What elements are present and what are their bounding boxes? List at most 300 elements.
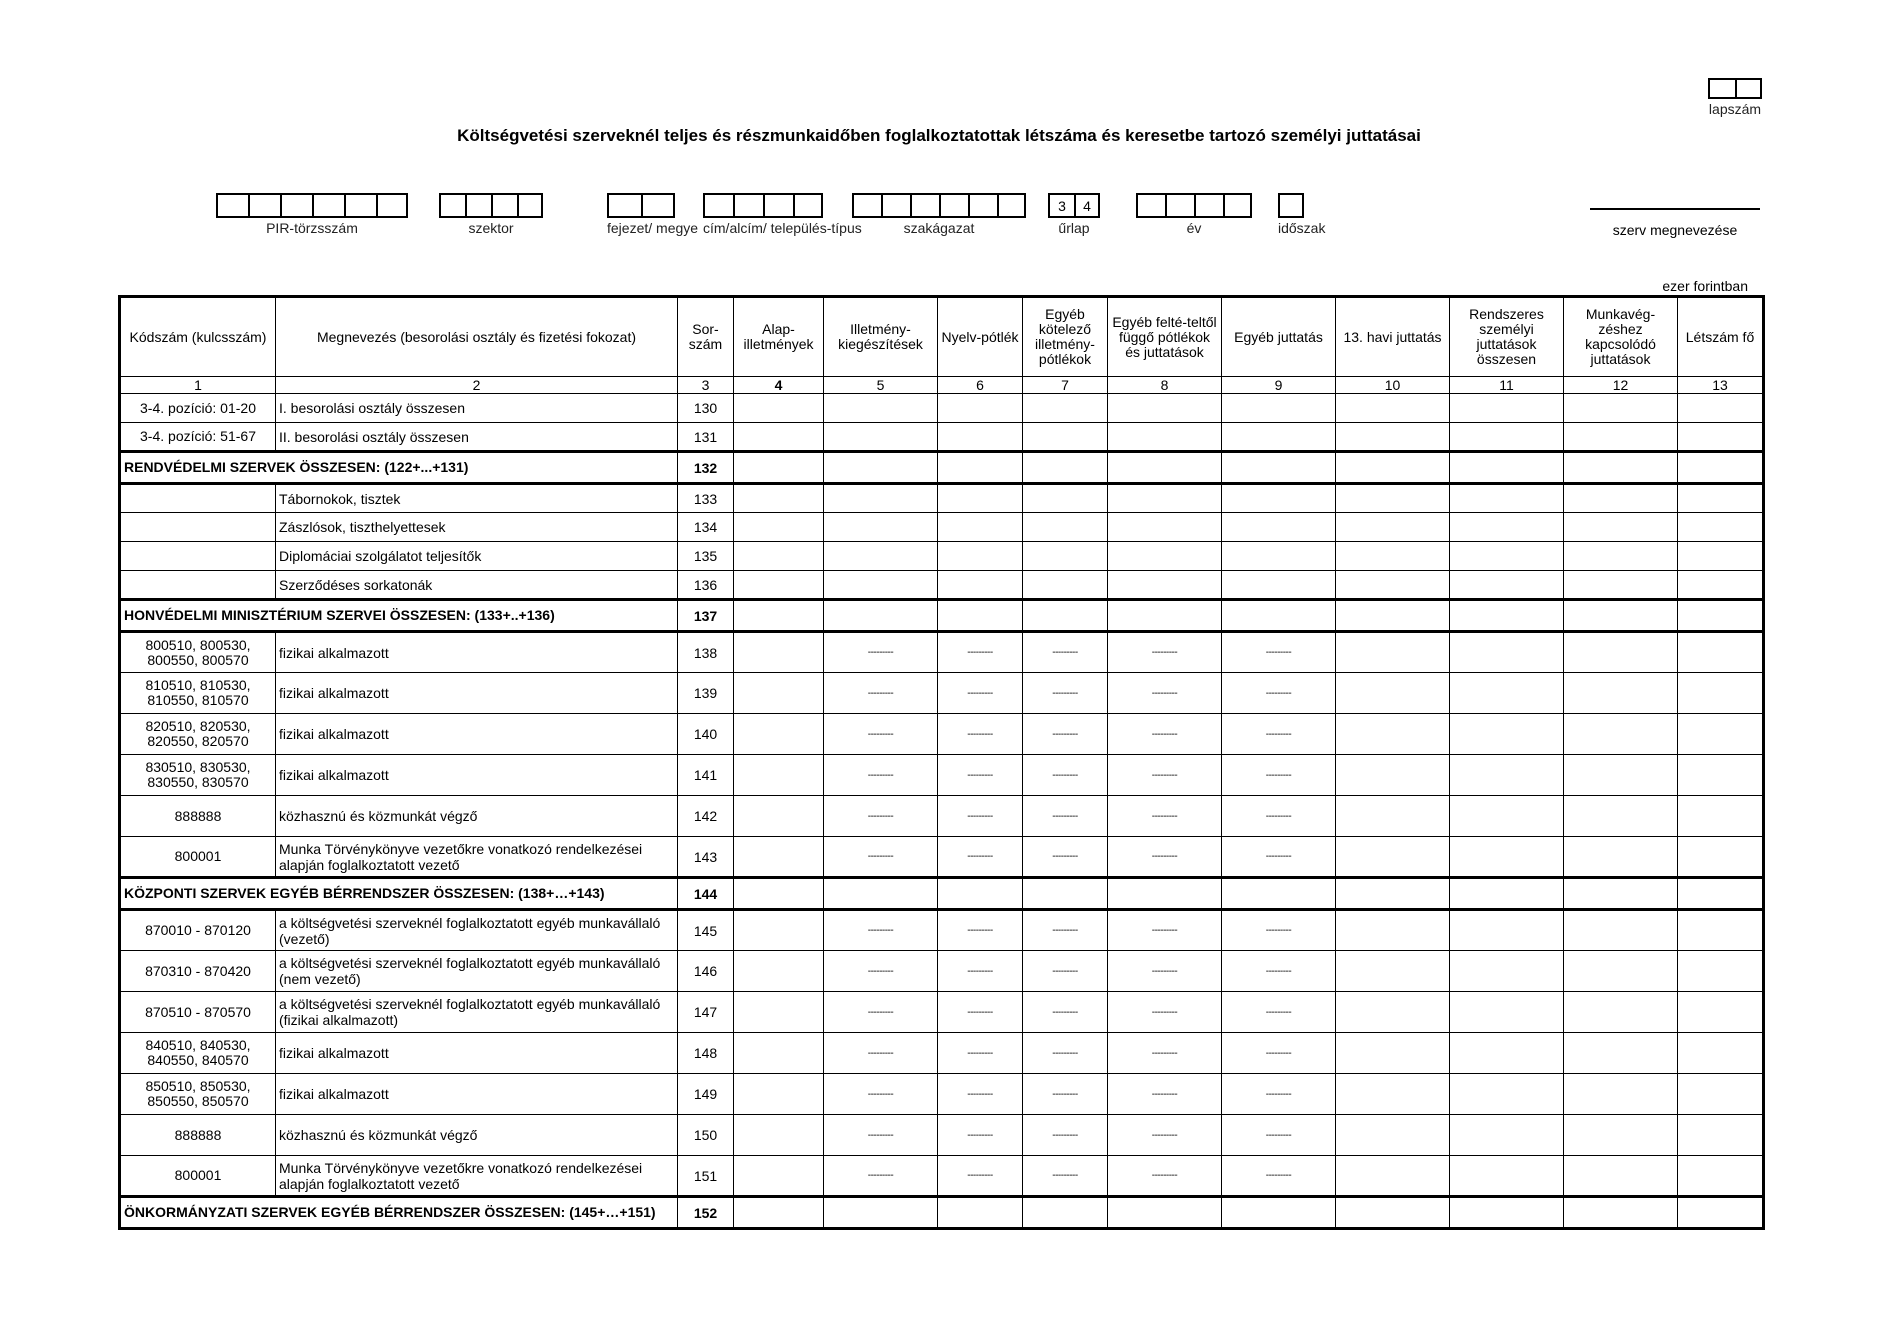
not-applicable-cell: --------- — [1222, 796, 1336, 837]
value-cell[interactable] — [1450, 1197, 1564, 1229]
value-cell[interactable] — [1678, 632, 1764, 673]
not-applicable-cell: --------- — [938, 632, 1023, 673]
total-label: HONVÉDELMI MINISZTÉRIUM SZERVEI ÖSSZESEN: (133+..+136) — [120, 600, 678, 632]
value-cell[interactable] — [1678, 394, 1764, 423]
id-field-cell[interactable] — [280, 193, 312, 218]
value-cell[interactable] — [1336, 394, 1450, 423]
value-cell[interactable] — [1336, 513, 1450, 542]
value-cell[interactable] — [1450, 484, 1564, 513]
column-number: 10 — [1336, 377, 1450, 394]
value-cell[interactable] — [1450, 878, 1564, 910]
value-cell[interactable] — [1678, 423, 1764, 452]
value-cell[interactable] — [1336, 1115, 1450, 1156]
value-cell[interactable] — [1336, 542, 1450, 571]
value-cell[interactable] — [1450, 1156, 1564, 1197]
value-cell[interactable] — [1222, 394, 1336, 423]
not-applicable-cell: --------- — [824, 910, 938, 951]
value-cell[interactable] — [1023, 542, 1108, 571]
code-cell — [120, 542, 276, 571]
value-cell[interactable] — [824, 484, 938, 513]
value-cell[interactable] — [1450, 423, 1564, 452]
not-applicable-cell: --------- — [1023, 714, 1108, 755]
form-title: Költségvetési szerveknél teljes és részmunkaidőben foglalkoztatottak létszáma és keresetbe tartozó személyi juttatásai — [457, 126, 1421, 145]
value-cell[interactable] — [1678, 484, 1764, 513]
not-applicable-cell: --------- — [1023, 1156, 1108, 1197]
total-label: KÖZPONTI SZERVEK EGYÉB BÉRRENDSZER ÖSSZESEN: (138+…+143) — [120, 878, 678, 910]
id-field-cell[interactable] — [1136, 193, 1165, 218]
code-cell — [120, 571, 276, 600]
not-applicable-cell: --------- — [824, 837, 938, 878]
table-row — [120, 452, 1764, 484]
column-header: Egyéb juttatás — [1222, 297, 1336, 377]
value-cell[interactable] — [1450, 673, 1564, 714]
value-cell[interactable] — [1564, 571, 1678, 600]
value-cell[interactable] — [734, 1074, 824, 1115]
value-cell[interactable] — [1564, 513, 1678, 542]
value-cell[interactable] — [1108, 513, 1222, 542]
column-header: Egyéb felté-teltől függő pótlékok és juttatások — [1108, 297, 1222, 377]
value-cell[interactable] — [1678, 673, 1764, 714]
not-applicable-cell: --------- — [824, 1074, 938, 1115]
value-cell[interactable] — [1108, 571, 1222, 600]
name-cell: fizikai alkalmazott — [276, 755, 678, 796]
value-cell[interactable] — [1450, 600, 1564, 632]
not-applicable-cell: --------- — [1108, 1156, 1222, 1197]
value-cell[interactable] — [1450, 571, 1564, 600]
value-cell[interactable] — [1564, 600, 1678, 632]
column-header: Illetmény-kiegészítések — [824, 297, 938, 377]
value-cell[interactable] — [1450, 992, 1564, 1033]
not-applicable-cell: --------- — [1222, 714, 1336, 755]
column-header: Sor-szám — [678, 297, 734, 377]
value-cell[interactable] — [938, 484, 1023, 513]
value-cell[interactable] — [1678, 910, 1764, 951]
id-field-cells — [1136, 193, 1252, 218]
value-cell[interactable] — [1564, 796, 1678, 837]
value-cell[interactable] — [1564, 714, 1678, 755]
value-cell[interactable] — [1564, 910, 1678, 951]
table-row — [120, 755, 1764, 796]
value-cell[interactable] — [824, 600, 938, 632]
not-applicable-cell: --------- — [824, 1156, 938, 1197]
value-cell[interactable] — [1678, 542, 1764, 571]
value-cell[interactable] — [1678, 452, 1764, 484]
not-applicable-cell: --------- — [1108, 992, 1222, 1033]
value-cell[interactable] — [1336, 600, 1450, 632]
id-field-cell[interactable] — [491, 193, 517, 218]
id-field-cell[interactable] — [1278, 193, 1304, 218]
value-cell[interactable] — [1222, 484, 1336, 513]
not-applicable-cell: --------- — [1108, 796, 1222, 837]
value-cell[interactable] — [1336, 910, 1450, 951]
value-cell[interactable] — [1450, 910, 1564, 951]
table-row — [120, 484, 1764, 513]
not-applicable-cell: --------- — [1023, 837, 1108, 878]
column-number: 11 — [1450, 377, 1564, 394]
value-cell[interactable] — [1450, 542, 1564, 571]
value-cell[interactable] — [1336, 632, 1450, 673]
organization-name-field[interactable] — [1590, 208, 1760, 238]
value-cell[interactable] — [1336, 571, 1450, 600]
not-applicable-cell: --------- — [824, 796, 938, 837]
id-field-cell[interactable] — [312, 193, 344, 218]
row-number-cell: 141 — [678, 755, 734, 796]
value-cell[interactable] — [1450, 1115, 1564, 1156]
page-number-cell[interactable] — [1735, 78, 1762, 99]
code-cell — [120, 513, 276, 542]
id-field-cell[interactable] — [1223, 193, 1252, 218]
value-cell[interactable] — [1023, 452, 1108, 484]
not-applicable-cell: --------- — [1108, 1074, 1222, 1115]
id-field-cell[interactable] — [439, 193, 465, 218]
row-number-cell: 132 — [678, 452, 734, 484]
value-cell[interactable] — [938, 878, 1023, 910]
value-cell[interactable] — [734, 673, 824, 714]
value-cell[interactable] — [1678, 714, 1764, 755]
value-cell[interactable] — [734, 513, 824, 542]
page-number-cell[interactable] — [1708, 78, 1735, 99]
value-cell[interactable] — [1108, 394, 1222, 423]
value-cell[interactable] — [938, 423, 1023, 452]
value-cell[interactable] — [938, 571, 1023, 600]
code-cell: 800510, 800530, 800550, 800570 — [120, 632, 276, 673]
not-applicable-cell: --------- — [938, 837, 1023, 878]
value-cell[interactable] — [1222, 423, 1336, 452]
id-field-group — [216, 193, 408, 236]
id-field-cell[interactable] — [248, 193, 280, 218]
value-cell[interactable] — [1450, 1074, 1564, 1115]
value-cell[interactable] — [1336, 951, 1450, 992]
value-cell[interactable] — [1108, 484, 1222, 513]
id-field-cell[interactable] — [376, 193, 408, 218]
column-number: 2 — [276, 377, 678, 394]
column-number-row — [120, 377, 1764, 394]
value-cell[interactable] — [1336, 1197, 1450, 1229]
value-cell[interactable] — [1450, 951, 1564, 992]
value-cell[interactable] — [734, 714, 824, 755]
value-cell[interactable] — [1108, 878, 1222, 910]
value-cell[interactable] — [1564, 951, 1678, 992]
id-field-cell[interactable] — [852, 193, 881, 218]
value-cell[interactable] — [1222, 542, 1336, 571]
code-cell: 888888 — [120, 1115, 276, 1156]
value-cell[interactable] — [1108, 542, 1222, 571]
row-number-cell: 134 — [678, 513, 734, 542]
value-cell[interactable] — [1336, 755, 1450, 796]
value-cell[interactable] — [1564, 1074, 1678, 1115]
not-applicable-cell: --------- — [1222, 951, 1336, 992]
value-cell[interactable] — [1450, 796, 1564, 837]
value-cell[interactable] — [1678, 878, 1764, 910]
value-cell[interactable] — [1564, 878, 1678, 910]
value-cell[interactable] — [734, 992, 824, 1033]
value-cell[interactable] — [1336, 837, 1450, 878]
value-cell[interactable] — [1450, 837, 1564, 878]
value-cell[interactable] — [1564, 484, 1678, 513]
value-cell[interactable] — [824, 542, 938, 571]
column-number: 7 — [1023, 377, 1108, 394]
name-cell: Szerződéses sorkatonák — [276, 571, 678, 600]
value-cell[interactable] — [1336, 673, 1450, 714]
value-cell[interactable] — [1023, 394, 1108, 423]
value-cell[interactable] — [1678, 755, 1764, 796]
row-number-cell: 133 — [678, 484, 734, 513]
value-cell[interactable] — [1336, 878, 1450, 910]
value-cell[interactable] — [1678, 600, 1764, 632]
id-field-cell[interactable] — [881, 193, 910, 218]
value-cell[interactable] — [824, 452, 938, 484]
value-cell[interactable] — [734, 484, 824, 513]
value-cell[interactable] — [734, 394, 824, 423]
id-field-caption: időszak — [1278, 220, 1326, 236]
row-number-cell: 135 — [678, 542, 734, 571]
id-field-cell[interactable] — [1165, 193, 1194, 218]
value-cell[interactable] — [1336, 992, 1450, 1033]
table-row — [120, 1197, 1764, 1229]
column-header: Rendszeres személyi juttatások összesen — [1450, 297, 1564, 377]
value-cell[interactable] — [734, 452, 824, 484]
value-cell[interactable] — [1564, 1156, 1678, 1197]
id-field-cell[interactable] — [997, 193, 1026, 218]
name-cell: fizikai alkalmazott — [276, 632, 678, 673]
organization-name-line — [1590, 208, 1760, 210]
value-cell[interactable] — [1108, 452, 1222, 484]
value-cell[interactable] — [1108, 423, 1222, 452]
column-number: 1 — [120, 377, 276, 394]
value-cell[interactable] — [734, 542, 824, 571]
not-applicable-cell: --------- — [824, 714, 938, 755]
value-cell[interactable] — [1678, 796, 1764, 837]
row-number-cell: 143 — [678, 837, 734, 878]
value-cell[interactable] — [1336, 452, 1450, 484]
id-field-cell[interactable]: 3 — [1048, 193, 1074, 218]
value-cell[interactable] — [1336, 1074, 1450, 1115]
column-header: Létszám fő — [1678, 297, 1764, 377]
value-cell[interactable] — [938, 513, 1023, 542]
code-cell: 810510, 810530, 810550, 810570 — [120, 673, 276, 714]
not-applicable-cell: --------- — [1023, 796, 1108, 837]
value-cell[interactable] — [734, 755, 824, 796]
total-label: ÖNKORMÁNYZATI SZERVEK EGYÉB BÉRRENDSZER ÖSSZESEN: (145+…+151) — [120, 1197, 678, 1229]
value-cell[interactable] — [824, 423, 938, 452]
value-cell[interactable] — [1336, 1156, 1450, 1197]
column-header: Megnevezés (besorolási osztály és fizetési fokozat) — [276, 297, 678, 377]
value-cell[interactable] — [938, 1197, 1023, 1229]
value-cell[interactable] — [1108, 1197, 1222, 1229]
not-applicable-cell: --------- — [1108, 632, 1222, 673]
organization-name-caption: szerv megnevezése — [1612, 222, 1738, 238]
id-field-cell[interactable] — [968, 193, 997, 218]
not-applicable-cell: --------- — [1108, 1033, 1222, 1074]
column-header: Egyéb kötelező illetmény-pótlékok — [1023, 297, 1108, 377]
value-cell[interactable] — [938, 394, 1023, 423]
table-row — [120, 878, 1764, 910]
value-cell[interactable] — [1450, 452, 1564, 484]
value-cell[interactable] — [1222, 878, 1336, 910]
value-cell[interactable] — [1678, 571, 1764, 600]
value-cell[interactable] — [1336, 423, 1450, 452]
column-number: 4 — [734, 377, 824, 394]
value-cell[interactable] — [1678, 1074, 1764, 1115]
id-field-cell[interactable] — [607, 193, 641, 218]
value-cell[interactable] — [1564, 755, 1678, 796]
id-field-caption: fejezet/ megye — [607, 220, 699, 236]
row-number-cell: 130 — [678, 394, 734, 423]
value-cell[interactable] — [1678, 837, 1764, 878]
not-applicable-cell: --------- — [1108, 755, 1222, 796]
value-cell[interactable] — [1564, 452, 1678, 484]
not-applicable-cell: --------- — [1222, 1115, 1336, 1156]
value-cell[interactable] — [1564, 673, 1678, 714]
value-cell[interactable] — [1108, 600, 1222, 632]
value-cell[interactable] — [1450, 632, 1564, 673]
id-field-cell[interactable] — [910, 193, 939, 218]
value-cell[interactable] — [1023, 1197, 1108, 1229]
not-applicable-cell: --------- — [1023, 951, 1108, 992]
value-cell[interactable] — [734, 1156, 824, 1197]
value-cell[interactable] — [734, 1115, 824, 1156]
row-number-cell: 150 — [678, 1115, 734, 1156]
value-cell[interactable] — [1678, 1156, 1764, 1197]
id-field-cell[interactable]: 4 — [1074, 193, 1100, 218]
unit-label: ezer forintban — [1662, 278, 1748, 294]
id-field-cells — [216, 193, 408, 218]
value-cell[interactable] — [734, 1033, 824, 1074]
value-cell[interactable] — [734, 796, 824, 837]
name-cell: fizikai alkalmazott — [276, 1033, 678, 1074]
value-cell[interactable] — [938, 542, 1023, 571]
value-cell[interactable] — [1678, 992, 1764, 1033]
not-applicable-cell: --------- — [938, 951, 1023, 992]
value-cell[interactable] — [734, 910, 824, 951]
value-cell[interactable] — [1564, 1115, 1678, 1156]
not-applicable-cell: --------- — [1023, 1033, 1108, 1074]
id-field-cells — [1278, 193, 1325, 218]
id-field-cell[interactable] — [703, 193, 733, 218]
not-applicable-cell: --------- — [938, 1074, 1023, 1115]
column-number: 3 — [678, 377, 734, 394]
value-cell[interactable] — [734, 571, 824, 600]
id-field-cell[interactable] — [216, 193, 248, 218]
value-cell[interactable] — [1450, 513, 1564, 542]
value-cell[interactable] — [1564, 1197, 1678, 1229]
not-applicable-cell: --------- — [938, 755, 1023, 796]
value-cell[interactable] — [734, 632, 824, 673]
not-applicable-cell: --------- — [824, 951, 938, 992]
value-cell[interactable] — [1450, 394, 1564, 423]
id-field-cell[interactable] — [939, 193, 968, 218]
value-cell[interactable] — [1023, 600, 1108, 632]
code-cell: 840510, 840530, 840550, 840570 — [120, 1033, 276, 1074]
value-cell[interactable] — [1023, 423, 1108, 452]
id-field-cell[interactable] — [1194, 193, 1223, 218]
value-cell[interactable] — [1678, 1115, 1764, 1156]
id-field-cell[interactable] — [733, 193, 763, 218]
value-cell[interactable] — [734, 1197, 824, 1229]
value-cell[interactable] — [1222, 600, 1336, 632]
id-field-cell[interactable] — [344, 193, 376, 218]
id-field-cell[interactable] — [641, 193, 675, 218]
row-number-cell: 147 — [678, 992, 734, 1033]
value-cell[interactable] — [938, 452, 1023, 484]
value-cell[interactable] — [734, 878, 824, 910]
name-cell: I. besorolási osztály összesen — [276, 394, 678, 423]
value-cell[interactable] — [1678, 1197, 1764, 1229]
value-cell[interactable] — [734, 951, 824, 992]
value-cell[interactable] — [1564, 632, 1678, 673]
value-cell[interactable] — [1678, 951, 1764, 992]
value-cell[interactable] — [734, 423, 824, 452]
value-cell[interactable] — [824, 513, 938, 542]
id-field-cells — [607, 193, 698, 218]
value-cell[interactable] — [1222, 452, 1336, 484]
value-cell[interactable] — [1222, 1197, 1336, 1229]
value-cell[interactable] — [734, 837, 824, 878]
value-cell[interactable] — [1678, 513, 1764, 542]
id-field-cell[interactable] — [763, 193, 793, 218]
value-cell[interactable] — [1222, 571, 1336, 600]
value-cell[interactable] — [1336, 484, 1450, 513]
value-cell[interactable] — [938, 600, 1023, 632]
table-row — [120, 714, 1764, 755]
value-cell[interactable] — [1564, 542, 1678, 571]
value-cell[interactable] — [824, 878, 938, 910]
value-cell[interactable] — [1023, 484, 1108, 513]
value-cell[interactable] — [1564, 1033, 1678, 1074]
name-cell: Munka Törvénykönyve vezetőkre vonatkozó rendelkezései alapján foglalkoztatott vezető — [276, 837, 678, 878]
not-applicable-cell: --------- — [824, 755, 938, 796]
page-number-box — [1708, 78, 1762, 117]
value-cell[interactable] — [824, 571, 938, 600]
not-applicable-cell: --------- — [938, 714, 1023, 755]
code-cell: 888888 — [120, 796, 276, 837]
value-cell[interactable] — [1336, 796, 1450, 837]
value-cell[interactable] — [1564, 837, 1678, 878]
value-cell[interactable] — [1023, 513, 1108, 542]
value-cell[interactable] — [1023, 878, 1108, 910]
value-cell[interactable] — [1336, 714, 1450, 755]
not-applicable-cell: --------- — [1222, 992, 1336, 1033]
code-cell: 3-4. pozíció: 51-67 — [120, 423, 276, 452]
not-applicable-cell: --------- — [824, 992, 938, 1033]
not-applicable-cell: --------- — [938, 673, 1023, 714]
row-number-cell: 152 — [678, 1197, 734, 1229]
name-cell: fizikai alkalmazott — [276, 1074, 678, 1115]
not-applicable-cell: --------- — [938, 1115, 1023, 1156]
value-cell[interactable] — [1450, 755, 1564, 796]
page-number-cells — [1708, 78, 1762, 99]
value-cell[interactable] — [734, 600, 824, 632]
id-field-cell[interactable] — [517, 193, 543, 218]
value-cell[interactable] — [1564, 423, 1678, 452]
value-cell[interactable] — [824, 394, 938, 423]
value-cell[interactable] — [1450, 1033, 1564, 1074]
value-cell[interactable] — [1023, 571, 1108, 600]
value-cell[interactable] — [824, 1197, 938, 1229]
value-cell[interactable] — [1564, 394, 1678, 423]
not-applicable-cell: --------- — [824, 1033, 938, 1074]
id-field-cell[interactable] — [465, 193, 491, 218]
header-row — [120, 297, 1764, 377]
value-cell[interactable] — [1450, 714, 1564, 755]
code-cell: 800001 — [120, 837, 276, 878]
id-field-cell[interactable] — [793, 193, 823, 218]
value-cell[interactable] — [1336, 1033, 1450, 1074]
column-header: Kódszám (kulcsszám) — [120, 297, 276, 377]
value-cell[interactable] — [1678, 1033, 1764, 1074]
value-cell[interactable] — [1564, 992, 1678, 1033]
value-cell[interactable] — [1222, 513, 1336, 542]
